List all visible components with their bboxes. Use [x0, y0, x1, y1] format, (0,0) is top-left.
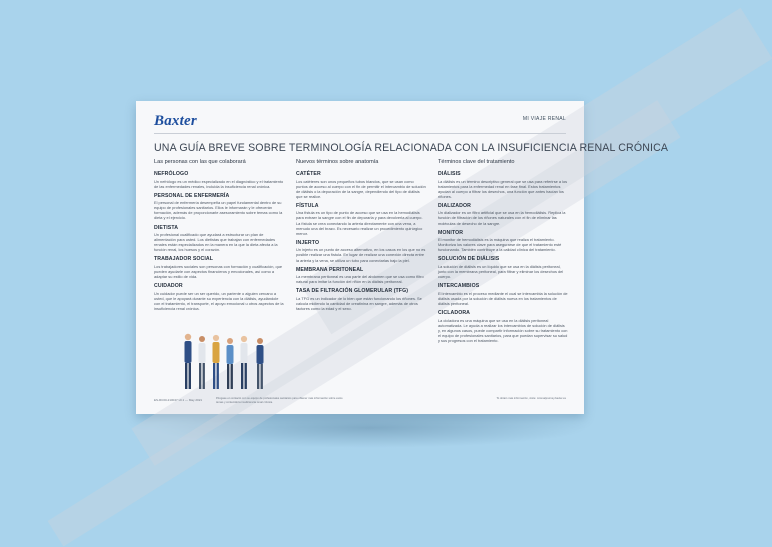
term-item [296, 203, 426, 236]
footer-website-note: To obtain más información, visite: mirenaljourney.baxter.es [496, 397, 566, 400]
column-heading: Nuevos términos sobre anatomía [296, 159, 379, 165]
term-title: TASA DE FILTRACIÓN GLOMERULAR (TFG) [296, 288, 409, 295]
term-item [438, 283, 568, 306]
term-description: El intercambio es el proceso mediante el cual se intercambia la solución de diálisis usada por la solución de diálisis nueva en los tratamientos de diálisis peritoneal. [438, 290, 568, 306]
term-description: Una fístula es un tipo de punto de acceso que se usa en la hemodiálisis para extraer la sangre con el fin de depurarla y para devolverla al cuerpo. La fístula se crea conectando la arteria directamente con una vena, a menudo una del brazo. Es necesario realizar un procedimiento quirúrgico menor. [296, 210, 423, 236]
term-description: Un dializador es un filtro artificial que se usa en la hemodiálisis. Replica la función de filtración de los riñones naturales con el fin de eliminar las moléculas de desecho de la sangre. [438, 210, 566, 226]
term-description: La solución de diálisis es un líquido que se usa en la diálisis peritoneal, junto con la membrana peritoneal, para filtrar y eliminar los desechos del cuerpo. [438, 263, 564, 280]
person-figure [185, 334, 192, 389]
term-title: MEMBRANA PERITONEAL [296, 266, 364, 273]
term-item [154, 225, 284, 253]
term-title: FÍSTULA [296, 202, 319, 209]
term-title: DIETISTA [154, 224, 179, 231]
term-title: INJERTO [296, 239, 320, 246]
person-figure [199, 336, 206, 389]
term-description: Un profesional cualificado que ayudará a estructurar un plan de alimentación para usted. Los dietistas que trabajan con enfermedades renales están especializados en la manera en la que la dieta afecta a la función renal, los huesos y el corazón. [154, 232, 278, 253]
term-description: Un cuidador puede ser un ser querido, un pariente o alguien cercano a usted, que le apoyará durante su experiencia con la diálisis, ayudándole con el tratamiento, el transporte, el apoyo emocional u otros aspectos de la insuficiencia renal crónica. [154, 290, 284, 311]
column-heading: Las personas con las que colaborará [154, 159, 246, 165]
term-title: CICLADORA [438, 310, 471, 316]
term-title: CUIDADOR [154, 283, 183, 290]
term-title: TRABAJADOR SOCIAL [154, 256, 214, 263]
term-description: El personal de enfermería desempeña un papel fundamental dentro de su equipo de profesionales sanitarios. Ellos le informarán y le ofrecerán formación, además de proporcionarle asesoramiento sobre temas como la dieta y el ejercicio. [154, 200, 283, 221]
term-description: La TFG es un indicador de lo bien que están funcionando los riñones. Se calcula midiendo la cantidad de creatinina en sangre, además de otros factores como la edad y el sexo. [296, 295, 422, 311]
page-title: UNA GUÍA BREVE SOBRE TERMINOLOGÍA RELACIONADA CON LA INSUFICIENCIA RENAL CRÓNICA [154, 142, 669, 154]
term-item [438, 171, 568, 199]
column-people [154, 159, 284, 315]
term-item [438, 256, 568, 279]
term-description: Un injerto es un punto de acceso alternativo, en los casos en los que no es posible realizar una fístula. En lugar de realizar una conexión directa entre la arteria y la vena, se utiliza un tubo para conectarlas bajo la piel. [296, 247, 426, 263]
term-title: DIÁLISIS [438, 171, 461, 177]
term-item [296, 240, 426, 263]
term-title: NEFRÓLOGO [154, 171, 189, 177]
term-title: CATÉTER [296, 171, 321, 177]
column-anatomy [296, 159, 426, 315]
term-title: INTERCAMBIOS [438, 283, 480, 290]
person-figure [227, 338, 234, 389]
term-title: SOLUCIÓN DE DIÁLISIS [438, 256, 500, 263]
term-description: La diálisis es un término descriptivo general que se usa para referirse a los tratamientos para la enfermedad renal en fase final. Estos tratamientos ayudan al cuerpo a filtrar los desechos, una función que antes hacían los riñones. [438, 178, 568, 199]
term-item [438, 230, 568, 253]
term-item [296, 267, 426, 285]
footer-note: Póngase en contacto con su equipo de profesionales sanitarios para obtener más información sobre estos temas y contenido la insuficiencia renal crónica. [216, 397, 343, 404]
column-heading: Términos clave del tratamiento [438, 159, 515, 165]
document-sheet [136, 101, 669, 414]
person-figure [213, 335, 220, 389]
term-item [154, 256, 284, 279]
term-description: Los trabajadores sociales son personas con formación y cualificación, que pueden ayudarle con aspectos financieros y emocionales, así como a adaptar su estilo de vida. [154, 263, 283, 280]
document-code: ES-RC00-210047 v0.1 — May 2021 [154, 398, 203, 402]
header-divider [154, 133, 566, 134]
term-description: Un nefrólogo es un médico especializado en el diagnóstico y el tratamiento de las enfermedades renales, incluida la insuficiencia renal crónica. [154, 178, 284, 189]
person-figure [241, 336, 248, 389]
group-of-people-illustration [180, 325, 276, 397]
term-item [296, 288, 426, 311]
brand-tag: MI VIAJE RENAL [522, 116, 566, 122]
term-item [438, 203, 568, 226]
column-treatment [438, 159, 568, 347]
term-item [438, 310, 568, 343]
term-title: MONITOR [438, 229, 464, 236]
term-item [154, 171, 284, 189]
term-description: Los catéteres son unos pequeños tubos blandos, que se usan como puntos de acceso al cuerpo con el fin de permitir el intercambio de solución de diálisis o la depuración de la sangre, dependiendo del tipo de diálisis que se realice. [296, 178, 426, 199]
term-description: El monitor de hemodiálisis es la máquina que realiza el tratamiento. Monitoriza los valores clave para asegurarse de que el tratamiento esté funcionando. También contribuye a la calidad clínica del tratamiento. [438, 237, 562, 253]
term-title: DIALIZADOR [438, 202, 471, 209]
term-title: PERSONAL DE ENFERMERÍA [154, 192, 230, 199]
term-item [296, 171, 426, 199]
term-description: La cicladora es una máquina que se usa en la diálisis peritoneal automatizada. Le ayuda a realizar los intercambios de solución de diálisis y, en algunos casos, puede compartir información sobre su tratamiento con el equipo de profesionales sanitarios, para que puedan supervisar su salud y sus progresos con el tratamiento. [438, 317, 568, 343]
term-item [154, 193, 284, 221]
term-item [154, 283, 284, 311]
person-figure [257, 338, 264, 389]
term-description: La membrana peritoneal es una parte del abdomen que se usa como filtro natural para imitar la función del riñón en la diálisis peritoneal. [296, 274, 424, 285]
baxter-logo: Baxter [154, 113, 197, 129]
